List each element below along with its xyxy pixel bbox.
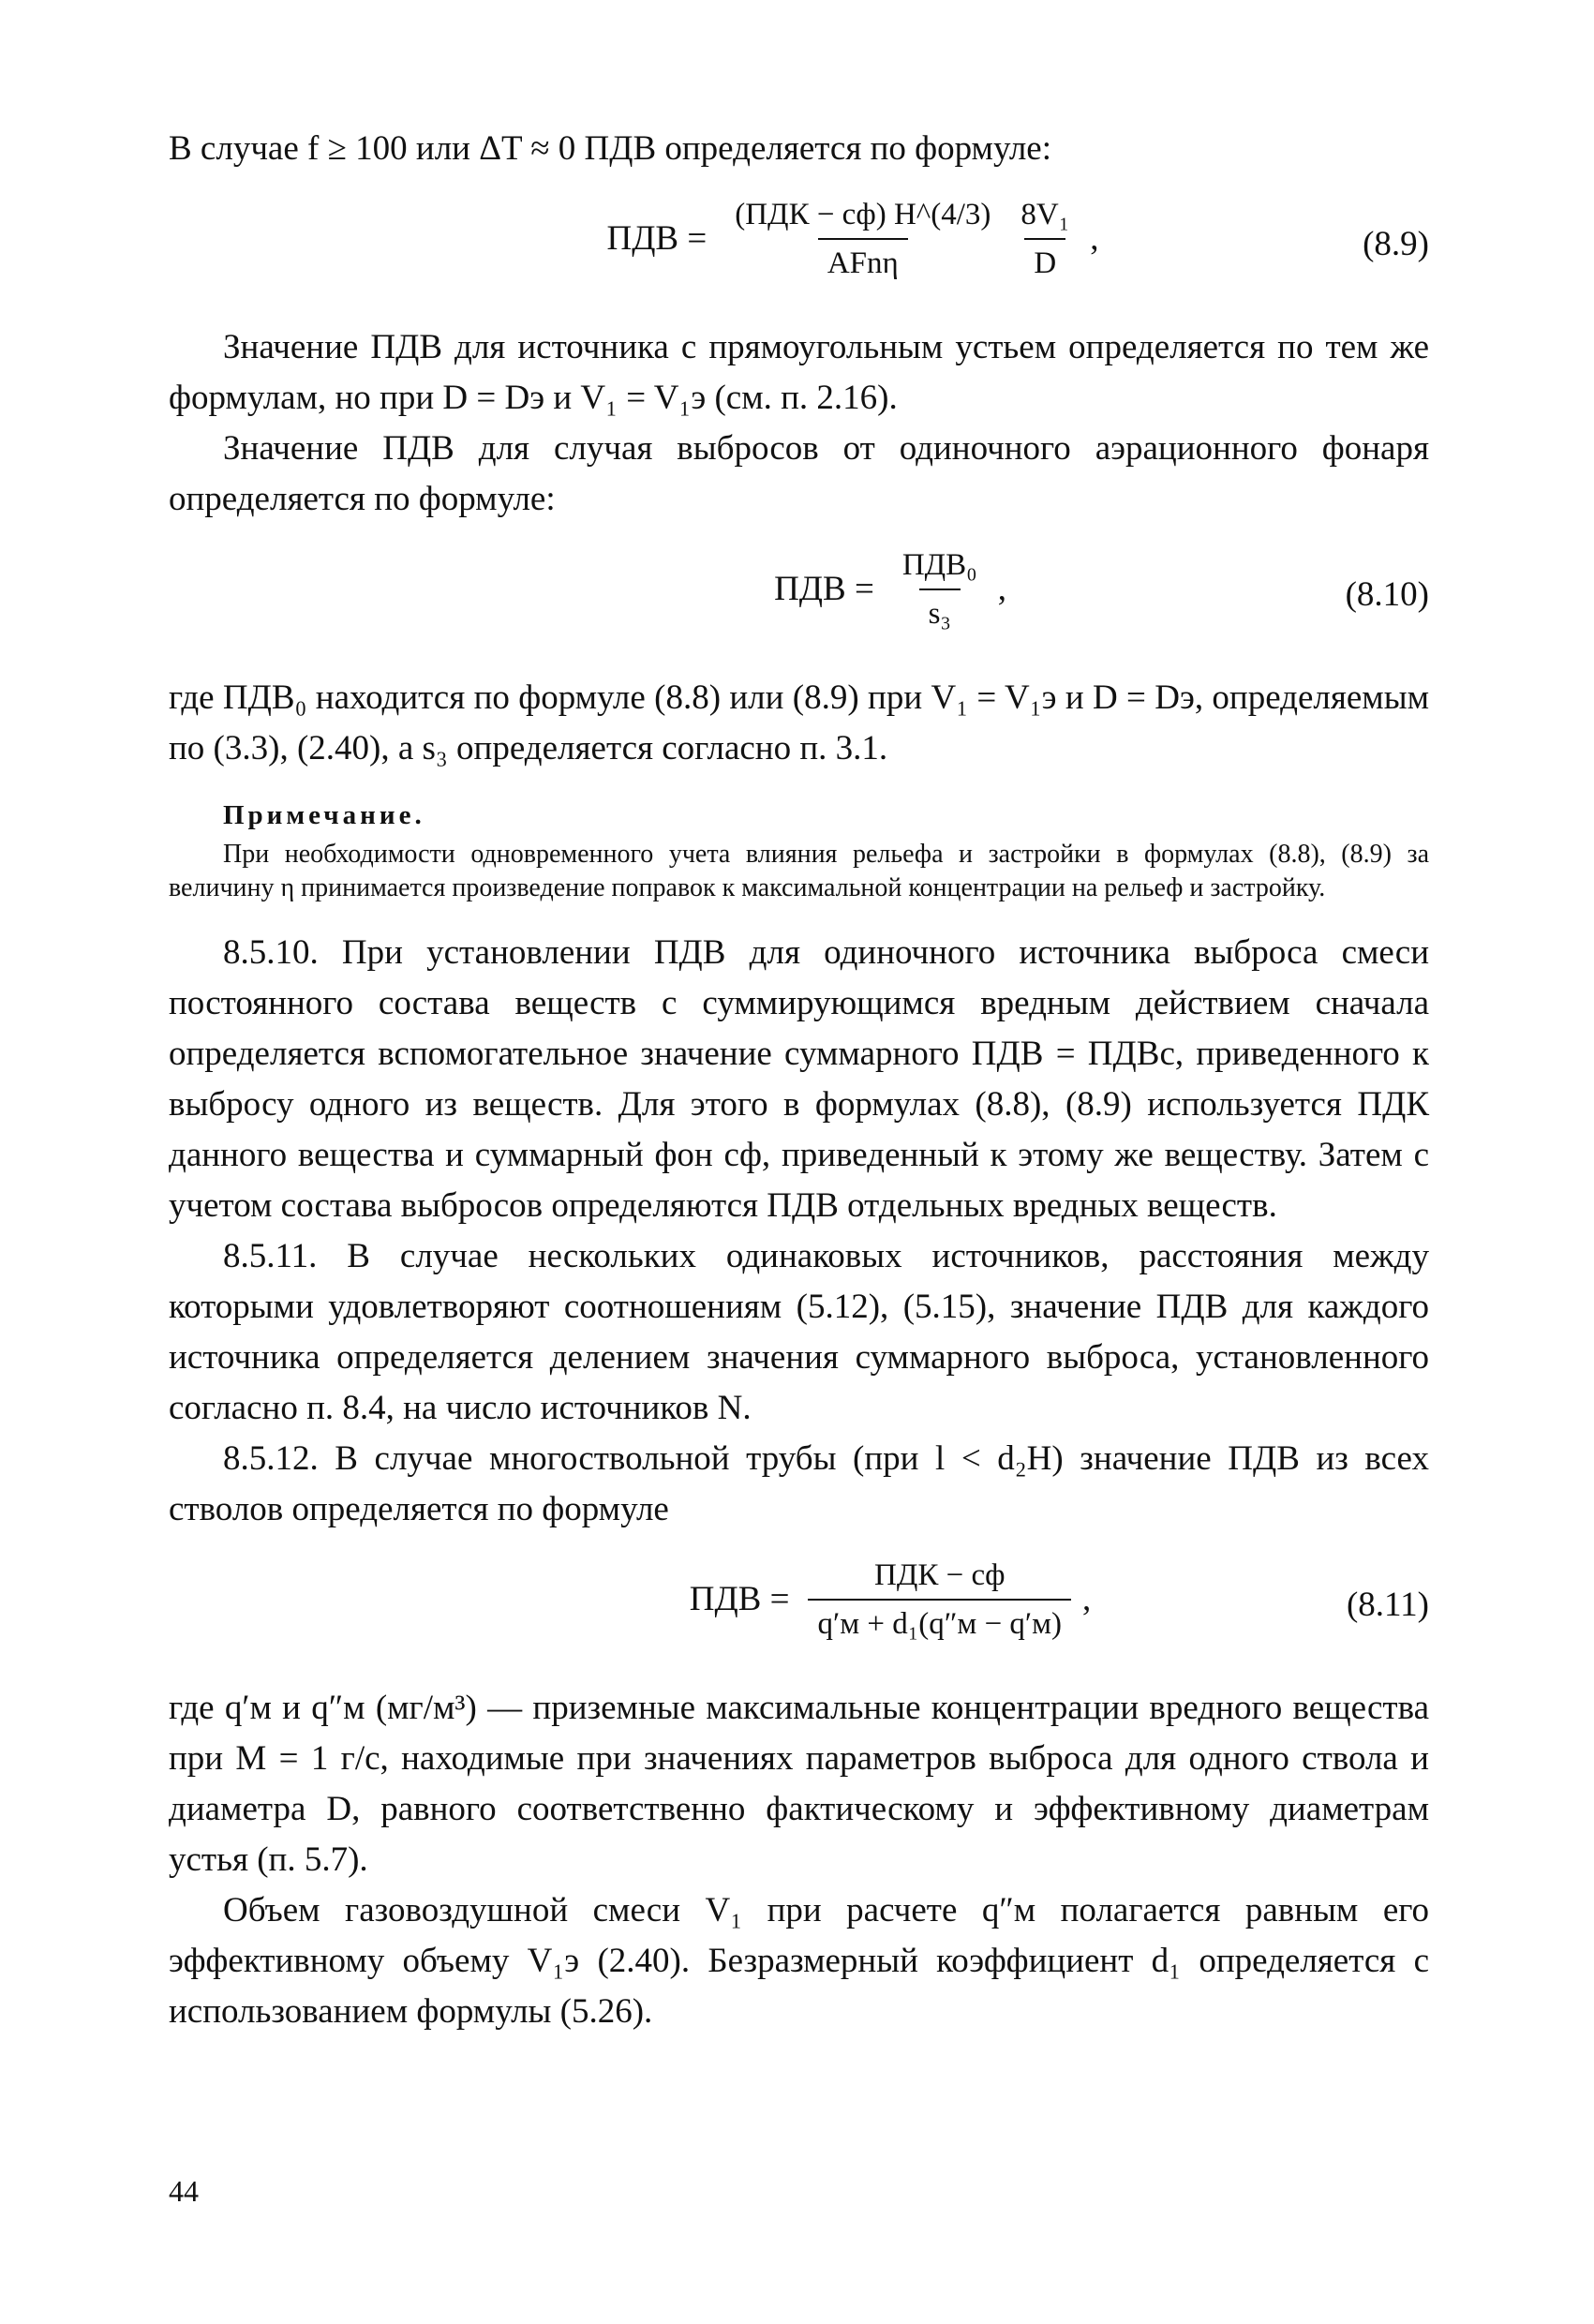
formula-8-10-denominator: s₃ bbox=[919, 588, 961, 633]
formula-8-10-body bbox=[637, 534, 1143, 645]
formula-8-9-numerator-1: (ПДК − cф) H^(4/3) bbox=[735, 198, 991, 231]
formula-8-9-lhs: ПДВ = bbox=[606, 219, 708, 258]
paragraph-gas-volume: Объем газовоздушной смеси V₁ при расчете q″м полагается равным его эффективному объему V₁э (2.40). Безразмерный коэффициент d₁ определяется с использованием формулы (5.26). bbox=[169, 1891, 1429, 2031]
paragraph-intro: В случае f ≥ 100 или ΔT ≈ 0 ПДВ определяется по формуле: bbox=[169, 129, 1052, 168]
formula-8-11-body bbox=[534, 1544, 1246, 1655]
paragraph-8-5-11: 8.5.11. В случае нескольких одинаковых источников, расстояния между которыми удовлетворяют соотношениям (5.12), (5.15), значение ПДВ для каждого источника определяется делением значения суммарного выброса, установленного согласно п. 8.4, на число источников N. bbox=[169, 1237, 1429, 1427]
formula-8-9-denominator-1: AFnη bbox=[818, 238, 908, 283]
paragraph-8-5-10: 8.5.10. При установлении ПДВ для одиночного источника выброса смеси постоянного состава веществ с суммирующимся вредным действием сначала определяется вспомогательное значение суммарного ПДВ = ПДВс, приведенного к выбросу одного из веществ. Для этого в формулах (8.8), (8.9) используется ПДК данного вещества и суммарный фон cф, приведенный к этому же веществу. Затем с учетом состава выбросов определяются ПДВ отдельных вредных веществ. bbox=[169, 933, 1429, 1225]
paragraph-rectangular-source: Значение ПДВ для источника с прямоугольным устьем определяется по тем же формулам, но при D = Dэ и V₁ = V₁э (см. п. 2.16). bbox=[169, 328, 1429, 417]
formula-8-11 bbox=[169, 1544, 1429, 1655]
note-text: При необходимости одновременного учета влияния рельефа и застройки в формулах (8.8), (8.9) за величину η принимается произведение поправок к максимальной концентрации на рельеф и застройку. bbox=[169, 840, 1429, 902]
formula-8-9-denominator-2: D bbox=[1024, 238, 1065, 283]
formula-8-9-numerator-2: 8V₁ bbox=[1020, 198, 1070, 231]
paragraph-where-q: где q′м и q″м (мг/м³) — приземные максимальные концентрации вредного вещества при M = 1 г/с, находимые при значениях параметров выброса для одного ствола и диаметра D, равного соответственно фактическому и эффективному диаметрам устья (п. 5.7). bbox=[169, 1689, 1429, 1879]
note-title: Примечание. bbox=[223, 800, 425, 830]
paragraph-aeration-lantern: Значение ПДВ для случая выбросов от одиночного аэрационного фонаря определяется по формуле: bbox=[169, 429, 1429, 518]
formula-8-10-fraction bbox=[893, 545, 987, 633]
formula-8-10-lhs: ПДВ = bbox=[774, 570, 874, 608]
formula-8-9 bbox=[169, 184, 1429, 294]
formula-8-9-body bbox=[497, 184, 1209, 294]
note-block bbox=[169, 798, 1429, 905]
formula-8-11-denominator: q′м + d₁(q″м − q′м) bbox=[808, 1599, 1071, 1644]
formula-8-10-punct: , bbox=[997, 570, 1006, 608]
formula-8-10 bbox=[169, 534, 1429, 645]
formula-8-11-lhs: ПДВ = bbox=[689, 1580, 790, 1618]
formula-8-10-numerator: ПДВ₀ bbox=[901, 548, 977, 582]
formula-8-11-numerator: ПДК − cф bbox=[874, 1558, 1006, 1592]
formula-8-11-fraction bbox=[808, 1556, 1071, 1644]
formula-8-9-number: (8.9) bbox=[1363, 225, 1429, 263]
formula-8-9-punct: , bbox=[1090, 219, 1099, 258]
page-content bbox=[169, 124, 1429, 2037]
page-number: 44 bbox=[169, 2174, 199, 2208]
paragraph-where-pdv0: где ПДВ₀ находится по формуле (8.8) или (8.9) при V₁ = V₁э и D = Dэ, определяемым по (3.3), (2.40), а s₃ определяется согласно п. 3.1. bbox=[169, 678, 1429, 767]
formula-8-11-number: (8.11) bbox=[1346, 1586, 1429, 1624]
paragraph-8-5-12: 8.5.12. В случае многоствольной трубы (при l < d₂H) значение ПДВ из всех стволов определяется по формуле bbox=[169, 1439, 1429, 1528]
formula-8-10-number: (8.10) bbox=[1345, 575, 1429, 614]
formula-8-11-punct: , bbox=[1082, 1580, 1092, 1618]
formula-8-9-fraction-1 bbox=[725, 195, 1000, 283]
formula-8-9-fraction-2 bbox=[1011, 195, 1079, 283]
